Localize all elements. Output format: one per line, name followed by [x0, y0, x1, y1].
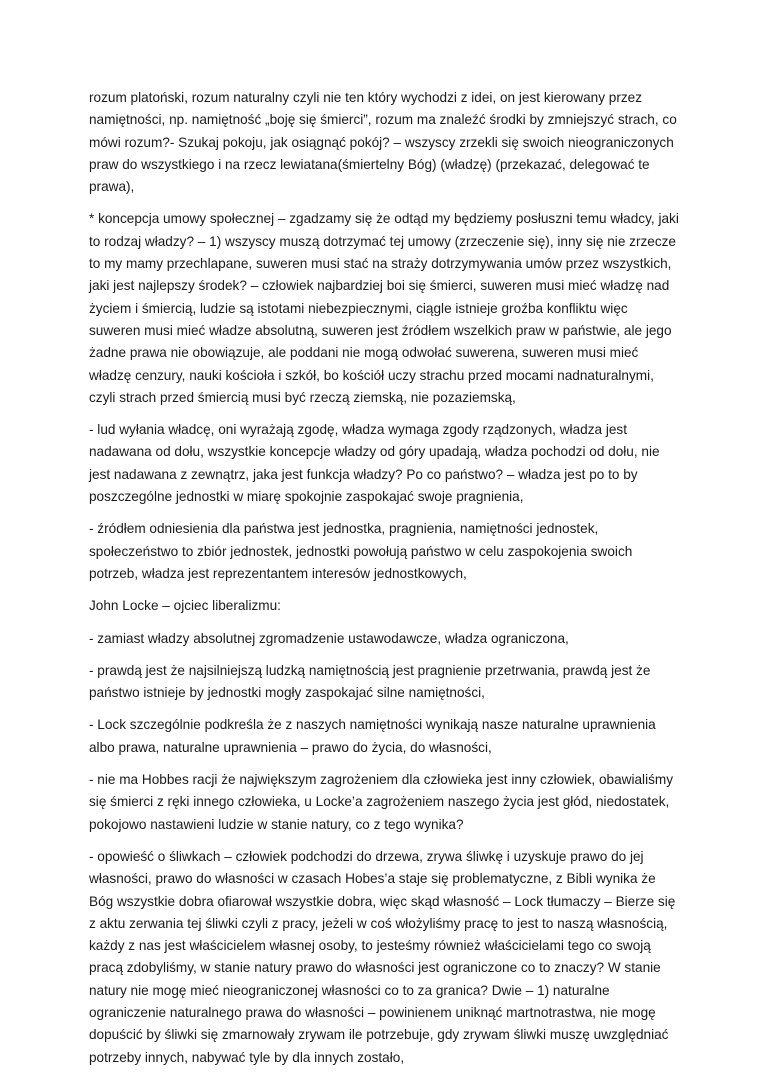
document-body: [89, 87, 679, 1079]
paragraph-natural-rights: - Lock szczególnie podkreśla że z naszych namiętności wynikają nasze naturalne uprawnienia albo prawa, naturalne uprawnienia – prawo do życia, do własności,: [89, 717, 656, 755]
paragraph-social-contract: * koncepcja umowy społecznej – zgadzamy się że odtąd my będziemy posłuszni temu władcy, jaki to rodzaj władzy? – 1) wszyscy muszą dotrzymać tej umowy (zrzeczenie się), inny się nie zrzecze to my mamy przechlapane, suweren musi stać na straży dotrzymywania umów przez wszystkich, jaki jest najlepszy środek? – człowiek najbardziej boi się śmierci, suweren musi mieć władzę nad życiem i śmiercią, ludzie są istotami niebezpiecznymi, ciągle istnieje groźba konfliktu więc suweren musi mieć władze absolutną, suweren jest źródłem wszelkich praw w państwie, ale jego żadne prawa nie obowiązuje, ale poddani nie mogą odwołać suwerena, suweren musi mieć władzę cenzury, nauki kościoła i szkół, bo kościół uczy strachu przed mocami nadnaturalnymi, czyli strach przed śmiercią musi być rzeczą ziemską, nie pozaziemską,: [89, 211, 679, 405]
paragraph-consent-of-governed: - lud wyłania władcę, oni wyrażają zgodę, władza wymaga zgody rządzonych, władza jest nadawana od dołu, wszystkie koncepcje władzy od góry upadają, władza pochodzi od dołu, nie jest nadawana z zewnątrz, jaka jest funkcja władzy? Po co państwo? – władza jest po to by poszczególne jednostki w miarę spokojnie zaspokajać swoje pragnienia,: [89, 422, 660, 505]
paragraph-platonic-reason: rozum platoński, rozum naturalny czyli nie ten który wychodzi z idei, on jest kierowany przez namiętności, np. namiętność „boję się śmierci”, rozum ma znaleźć środki by zmniejszyć strach, co mówi rozum?- Szukaj pokoju, jak osiągnąć pokój? – wszyscy zrzekli się swoich nieograniczonych praw do wszystkiego i na rzecz lewiatana(śmiertelny Bóg) (władzę) (przekazać, delegować te prawa),: [89, 90, 677, 195]
paragraph-legislative-assembly: - zamiast władzy absolutnej zgromadzenie ustawodawcze, władza ograniczona,: [89, 630, 569, 646]
section-heading-john-locke: John Locke – ojciec liberalizmu:: [89, 598, 281, 614]
paragraph-plum-story: - opowieść o śliwkach – człowiek podchodzi do drzewa, zrywa śliwkę i uzyskuje prawo do jej własności, prawo do własności w czasach Hobes’a staje się problematyczne, z Bibli wynika że Bóg wszystkie dobra ofiarował wszystkie dobra, więc skąd własność – Lock tłumaczy – Bierze się z aktu zerwania tej śliwki czyli z pracy, jeżeli w coś włożyliśmy pracę to jest to naszą własnością, każdy z nas jest właścicielem własnej osoby, to jesteśmy również właścicielami tego co swoją pracą zdobyliśmy, w stanie natury prawo do własności jest ograniczone co to znaczy? W stanie natury nie mogę mieć nieograniczonej własności co to za granica? Dwie – 1) naturalne ograniczenie naturalnego prawa do własności – powinienem uniknąć martnotrastwa, nie mogę dopuścić by śliwki się zmarnowały zrywam ile potrzebuje, gdy zrywam śliwki muszę uwzględniać potrzeby innych, nabywać tyle by dla innych zostało,: [89, 848, 676, 1065]
paragraph-hobbes-critique: - nie ma Hobbes racji że największym zagrożeniem dla człowieka jest inny człowiek, obawialiśmy się śmierci z ręki innego człowieka, u Locke’a zagrożeniem naszego życia jest głód, niedostatek, pokojowo nastawieni ludzie w stanie natury, co z tego wynika?: [89, 772, 674, 832]
paragraph-survival-desire: - prawdą jest że najsilniejszą ludzką namiętnością jest pragnienie przetrwania, prawdą jest że państwo istnieje by jednostki mogły zaspokajać silne namiętności,: [89, 662, 651, 701]
paragraph-individual-source: - źródłem odniesienia dla państwa jest jednostka, pragnienia, namiętności jednostek, społeczeństwo to zbiór jednostek, jednostki powołują państwo w celu zaspokojenia swoich potrzeb, władza jest reprezentantem interesów jednostkowych,: [89, 521, 633, 581]
